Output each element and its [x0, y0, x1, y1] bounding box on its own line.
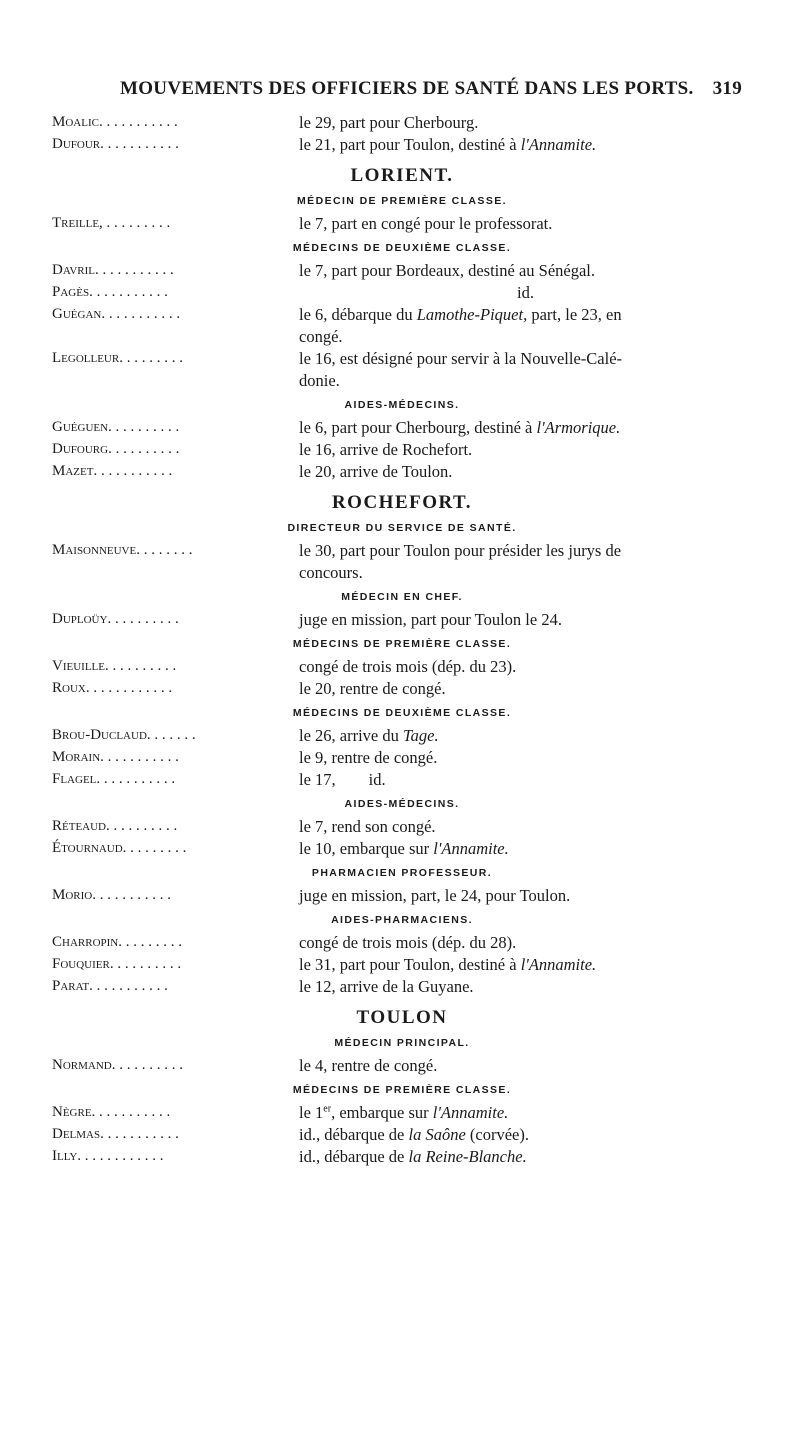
- entry-row: [52, 1102, 752, 1123]
- officer-name: Roux. . . . . . . . . . . .: [52, 680, 173, 696]
- entry-row: [52, 747, 752, 768]
- rank-heading: MÉDECINS DE PREMIÈRE CLASSE.: [292, 638, 512, 650]
- entry-row: [52, 417, 752, 438]
- entry-row: [52, 725, 752, 746]
- entry-text: le 7, part en congé pour le professorat.: [299, 214, 553, 233]
- officer-name: Charropin. . . . . . . . .: [52, 934, 182, 950]
- entry-continuation: [52, 562, 752, 583]
- entry-row: [52, 348, 752, 369]
- entry-text: congé de trois mois (dép. du 23).: [299, 657, 517, 676]
- entry-text: le 21, part pour Toulon, destiné à l'Annamite.: [299, 135, 597, 154]
- entry-row: [52, 304, 752, 325]
- entry-row: [52, 439, 752, 460]
- entry-row: [52, 609, 752, 630]
- page-number: 319: [712, 78, 742, 99]
- officer-name: Delmas. . . . . . . . . . .: [52, 1126, 179, 1142]
- officer-name: [52, 370, 299, 391]
- entry-row: [52, 112, 752, 133]
- entry-row: [52, 816, 752, 837]
- entry-text: le 7, rend son congé.: [299, 817, 436, 836]
- entry-row: [52, 932, 752, 953]
- entry-row: [52, 260, 752, 281]
- rank-heading: DIRECTEUR DU SERVICE DE SANTÉ.: [287, 522, 517, 534]
- officer-name: Maisonneuve. . . . . . . .: [52, 542, 193, 558]
- page-content: [52, 112, 752, 1168]
- officer-name: Vieuille. . . . . . . . . .: [52, 658, 177, 674]
- entry-row: [52, 213, 752, 234]
- officer-name: Morain. . . . . . . . . . .: [52, 749, 179, 765]
- entry-text: le 4, rentre de congé.: [299, 1056, 438, 1075]
- entry-text: le 30, part pour Toulon pour présider les jurys de: [299, 541, 622, 560]
- port-heading-toulon: TOULON: [356, 1007, 448, 1028]
- officer-name: Nègre. . . . . . . . . . .: [52, 1104, 171, 1120]
- entry-row: [52, 1055, 752, 1076]
- officer-name: Parat. . . . . . . . . . .: [52, 978, 168, 994]
- entry-text: le 17, id.: [299, 770, 386, 789]
- entry-row: [52, 678, 752, 699]
- officer-name: [52, 562, 299, 583]
- entry-row: [52, 134, 752, 155]
- entry-text: congé.: [299, 327, 343, 346]
- entry-row: [52, 885, 752, 906]
- entry-row: [52, 838, 752, 859]
- officer-name: Treille, . . . . . . . . .: [52, 215, 171, 231]
- entry-text: le 29, part pour Cherbourg.: [299, 113, 479, 132]
- running-title: MOUVEMENTS DES OFFICIERS DE SANTÉ DANS LES PORTS.: [120, 78, 694, 99]
- entry-text: le 6, débarque du Lamothe-Piquet, part, le 23, en: [299, 305, 622, 324]
- entry-text: id., débarque de la Reine-Blanche.: [299, 1147, 527, 1166]
- entry-text: le 1er, embarque sur l'Annamite.: [299, 1103, 509, 1122]
- officer-name: Brou-Duclaud. . . . . . .: [52, 727, 196, 743]
- entry-text: le 20, arrive de Toulon.: [299, 462, 453, 481]
- entry-text: le 10, embarque sur l'Annamite.: [299, 839, 509, 858]
- officer-name: Morio. . . . . . . . . . .: [52, 887, 171, 903]
- entry-text: le 7, part pour Bordeaux, destiné au Sénégal.: [299, 261, 595, 280]
- rank-heading: MÉDECINS DE PREMIÈRE CLASSE.: [292, 1084, 512, 1096]
- rank-heading: MÉDECIN EN CHEF.: [341, 591, 463, 603]
- officer-name: Illy. . . . . . . . . . . .: [52, 1148, 164, 1164]
- officer-name: Guégan. . . . . . . . . . .: [52, 306, 181, 322]
- officer-name: Legolleur. . . . . . . . .: [52, 350, 183, 366]
- entry-row: [52, 769, 752, 790]
- rank-heading: MÉDECINS DE DEUXIÈME CLASSE.: [292, 242, 512, 254]
- entry-text: le 26, arrive du Tage.: [299, 726, 439, 745]
- entry-row: [52, 656, 752, 677]
- officer-name: Étournaud. . . . . . . . .: [52, 840, 187, 856]
- port-heading-lorient: LORIENT.: [350, 165, 454, 186]
- rank-heading: MÉDECINS DE DEUXIÈME CLASSE.: [292, 707, 512, 719]
- officer-name: Flagel. . . . . . . . . . .: [52, 771, 176, 787]
- officer-name: Normand. . . . . . . . . .: [52, 1057, 183, 1073]
- entry-text: id., débarque de la Saône (corvée).: [299, 1125, 530, 1144]
- officer-name: Dufourg. . . . . . . . . .: [52, 441, 180, 457]
- entry-text: le 20, rentre de congé.: [299, 679, 446, 698]
- entry-text: concours.: [299, 563, 363, 582]
- entry-text: le 16, est désigné pour servir à la Nouvelle-Calé-: [299, 349, 623, 368]
- rank-heading: PHARMACIEN PROFESSEUR.: [311, 867, 493, 879]
- entry-row: [52, 282, 752, 303]
- entry-continuation: [52, 326, 752, 347]
- officer-name: Dufour. . . . . . . . . . .: [52, 136, 179, 152]
- port-heading-rochefort: ROCHEFORT.: [331, 492, 473, 513]
- officer-name: Fouquier. . . . . . . . . .: [52, 956, 182, 972]
- rank-heading: AIDES-MÉDECINS.: [344, 399, 460, 411]
- officer-name: Guéguen. . . . . . . . . .: [52, 419, 180, 435]
- entry-row: [52, 1124, 752, 1145]
- entry-continuation: [52, 370, 752, 391]
- officer-name: Duploüy. . . . . . . . . .: [52, 611, 179, 627]
- entry-row: [52, 976, 752, 997]
- officer-name: Réteaud. . . . . . . . . .: [52, 818, 178, 834]
- officer-name: Mazet. . . . . . . . . . .: [52, 463, 173, 479]
- officer-name: Moalic. . . . . . . . . . .: [52, 114, 178, 130]
- entry-row: [52, 540, 752, 561]
- entry-text: donie.: [299, 371, 340, 390]
- officer-name: Pagès. . . . . . . . . . .: [52, 284, 168, 300]
- rank-heading: MÉDECIN PRINCIPAL.: [334, 1037, 470, 1049]
- officer-name: [52, 326, 299, 347]
- entry-text: le 9, rentre de congé.: [299, 748, 438, 767]
- entry-text: le 16, arrive de Rochefort.: [299, 440, 473, 459]
- officer-name: Davril. . . . . . . . . . .: [52, 262, 174, 278]
- entry-text: le 6, part pour Cherbourg, destiné à l'Armorique.: [299, 418, 621, 437]
- rank-heading: AIDES-MÉDECINS.: [344, 798, 460, 810]
- entry-text: le 12, arrive de la Guyane.: [299, 977, 474, 996]
- entry-text: le 31, part pour Toulon, destiné à l'Annamite.: [299, 955, 597, 974]
- entry-row: [52, 1146, 752, 1167]
- entry-text: congé de trois mois (dép. du 28).: [299, 933, 517, 952]
- entry-row: [52, 461, 752, 482]
- rank-heading: AIDES-PHARMACIENS.: [331, 914, 473, 926]
- entry-text: juge en mission, part pour Toulon le 24.: [299, 610, 562, 629]
- entry-row: [52, 954, 752, 975]
- rank-heading: MÉDECIN DE PREMIÈRE CLASSE.: [297, 195, 507, 207]
- entry-text: juge en mission, part, le 24, pour Toulon.: [299, 886, 571, 905]
- entry-text: id.: [517, 283, 534, 302]
